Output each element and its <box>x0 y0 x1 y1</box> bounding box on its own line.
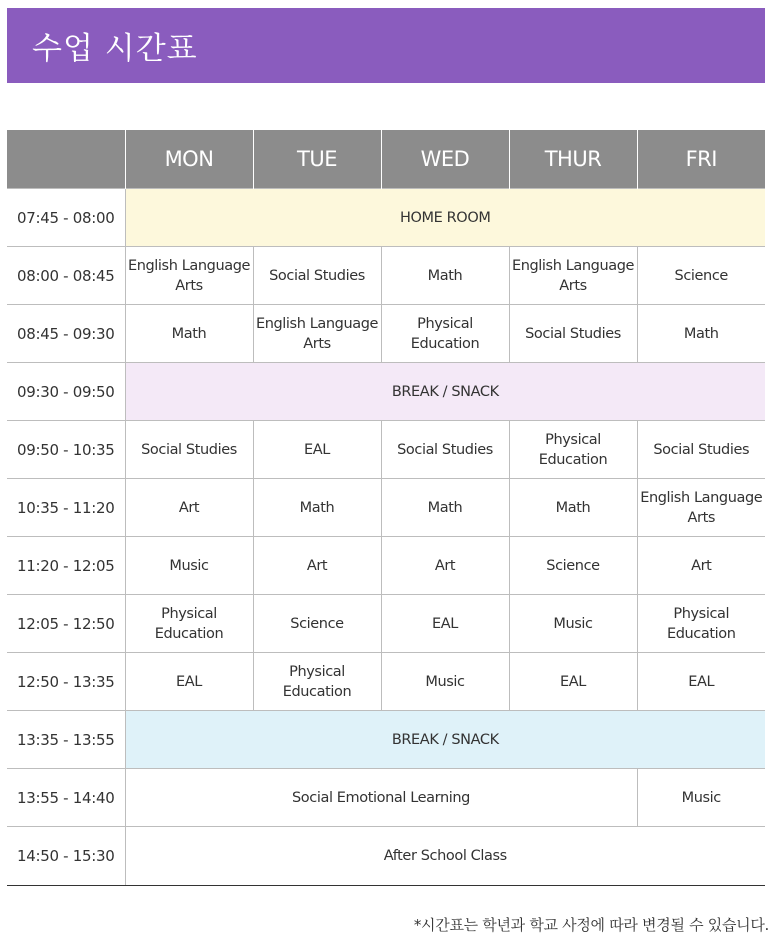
time-cell: 12:50 - 13:35 <box>7 653 125 711</box>
table-row <box>7 305 765 363</box>
class-cell: English Language Arts <box>509 247 637 305</box>
time-cell: 08:45 - 09:30 <box>7 305 125 363</box>
time-cell: 13:35 - 13:55 <box>7 711 125 769</box>
class-cell: Math <box>381 247 509 305</box>
class-cell: Science <box>637 247 765 305</box>
class-cell: Art <box>637 537 765 595</box>
homeroom-cell: HOME ROOM <box>125 189 765 247</box>
schedule-table <box>7 130 765 886</box>
class-cell: Music <box>637 769 765 827</box>
sel-cell: Social Emotional Learning <box>125 769 637 827</box>
class-cell: Social Studies <box>381 421 509 479</box>
class-cell: Physical Education <box>637 595 765 653</box>
class-cell: EAL <box>381 595 509 653</box>
time-cell: 12:05 - 12:50 <box>7 595 125 653</box>
time-cell: 10:35 - 11:20 <box>7 479 125 537</box>
class-cell: Math <box>253 479 381 537</box>
header-corner <box>7 130 125 189</box>
class-cell: Art <box>381 537 509 595</box>
class-cell: Math <box>637 305 765 363</box>
table-row <box>7 479 765 537</box>
class-cell: English Language Arts <box>253 305 381 363</box>
class-cell: Art <box>125 479 253 537</box>
table-row <box>7 247 765 305</box>
class-cell: Science <box>253 595 381 653</box>
class-cell: Music <box>381 653 509 711</box>
break-cell: BREAK / SNACK <box>125 363 765 421</box>
header-row <box>7 130 765 189</box>
header-thur: THUR <box>509 130 637 189</box>
table-row <box>7 769 765 827</box>
class-cell: Physical Education <box>125 595 253 653</box>
table-row <box>7 537 765 595</box>
class-cell: EAL <box>509 653 637 711</box>
time-cell: 14:50 - 15:30 <box>7 827 125 886</box>
time-cell: 08:00 - 08:45 <box>7 247 125 305</box>
title-bar <box>7 8 765 83</box>
schedule-note: *시간표는 학년과 학교 사정에 따라 변경될 수 있습니다. <box>413 916 769 934</box>
class-cell: Math <box>381 479 509 537</box>
class-cell: Math <box>125 305 253 363</box>
table-row <box>7 653 765 711</box>
header-fri: FRI <box>637 130 765 189</box>
time-cell: 09:50 - 10:35 <box>7 421 125 479</box>
class-cell: English Language Arts <box>125 247 253 305</box>
class-cell: Social Studies <box>509 305 637 363</box>
table-row <box>7 827 765 886</box>
header-mon: MON <box>125 130 253 189</box>
class-cell: Physical Education <box>381 305 509 363</box>
time-cell: 13:55 - 14:40 <box>7 769 125 827</box>
class-cell: Art <box>253 537 381 595</box>
time-cell: 11:20 - 12:05 <box>7 537 125 595</box>
class-cell: English Language Arts <box>637 479 765 537</box>
class-cell: Math <box>509 479 637 537</box>
class-cell: Physical Education <box>509 421 637 479</box>
class-cell: Science <box>509 537 637 595</box>
header-wed: WED <box>381 130 509 189</box>
table-row <box>7 363 765 421</box>
class-cell: EAL <box>637 653 765 711</box>
class-cell: Social Studies <box>637 421 765 479</box>
break-cell: BREAK / SNACK <box>125 711 765 769</box>
class-cell: Music <box>125 537 253 595</box>
table-row <box>7 421 765 479</box>
time-cell: 09:30 - 09:50 <box>7 363 125 421</box>
class-cell: EAL <box>125 653 253 711</box>
page-title: 수업 시간표 <box>32 31 198 67</box>
class-cell: Social Studies <box>125 421 253 479</box>
table-row <box>7 711 765 769</box>
class-cell: Music <box>509 595 637 653</box>
class-cell: Social Studies <box>253 247 381 305</box>
time-cell: 07:45 - 08:00 <box>7 189 125 247</box>
header-tue: TUE <box>253 130 381 189</box>
class-cell: Physical Education <box>253 653 381 711</box>
class-cell: EAL <box>253 421 381 479</box>
after-school-cell: After School Class <box>125 827 765 886</box>
table-row <box>7 189 765 247</box>
table-row <box>7 595 765 653</box>
